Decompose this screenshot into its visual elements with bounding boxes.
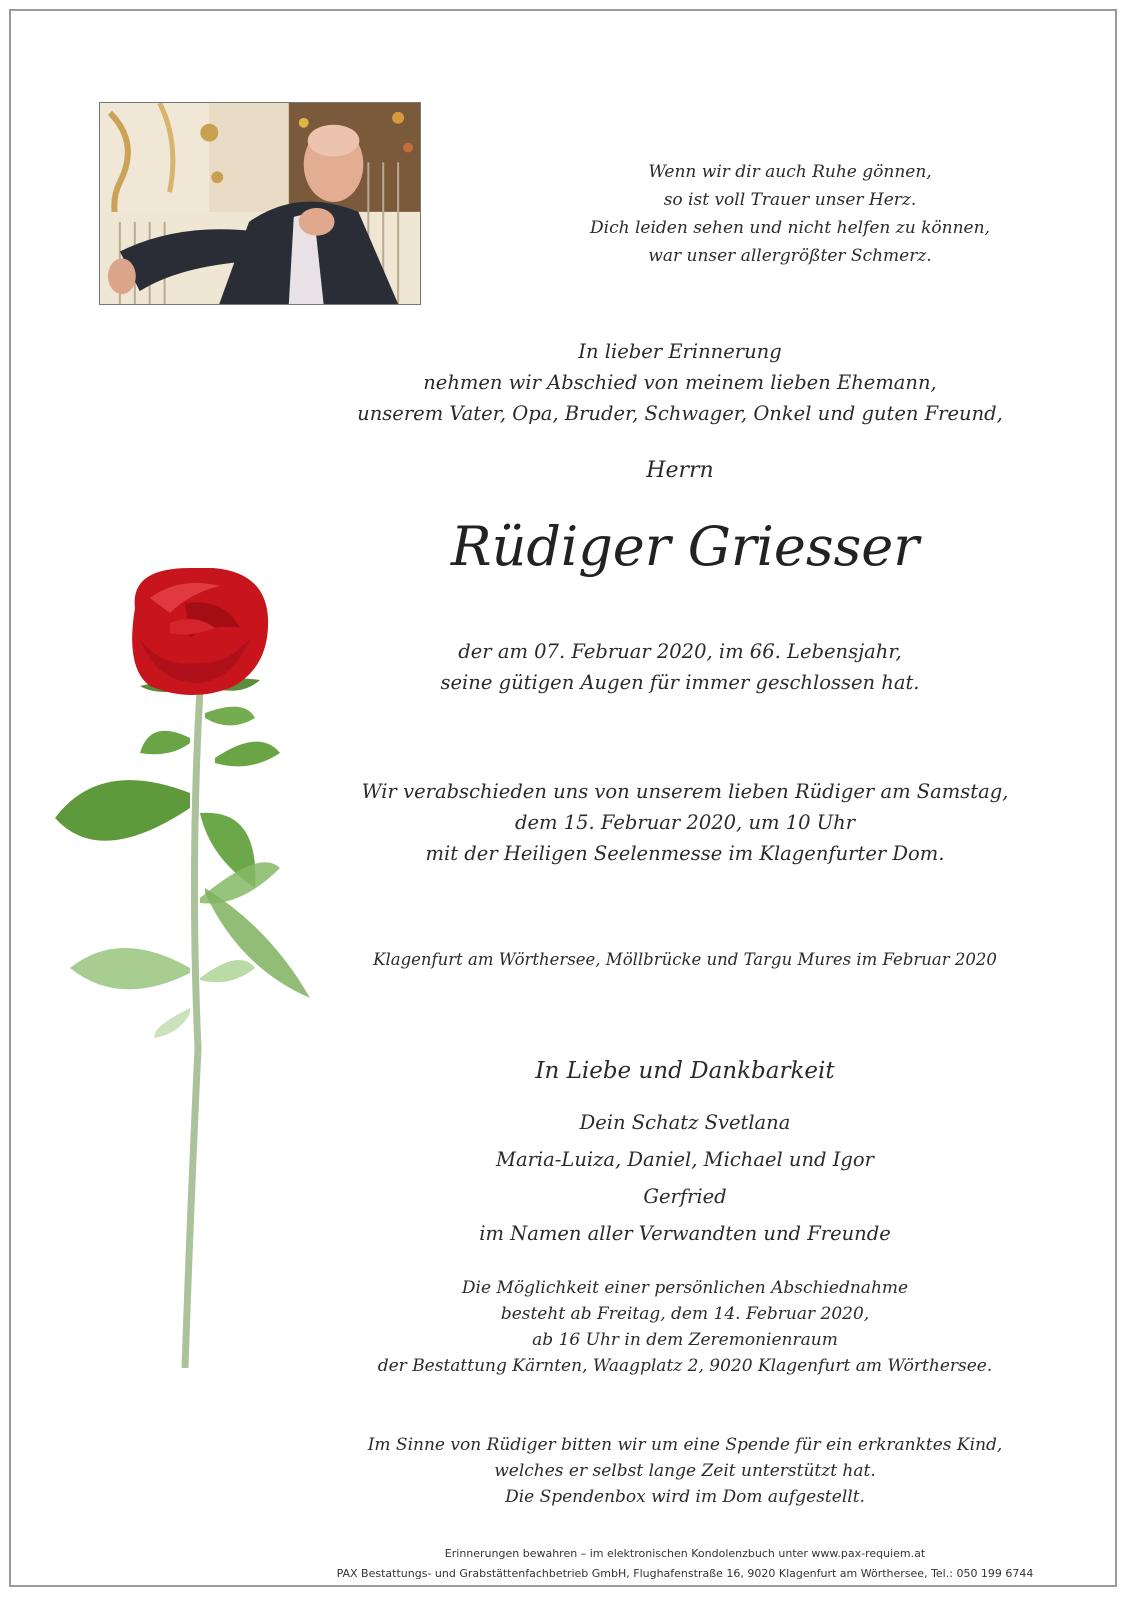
deceased-name: Rüdiger Griesser [450,515,920,578]
service-line: dem 15. Februar 2020, um 10 Uhr [514,811,856,834]
farewell-line: Die Möglichkeit einer persönlichen Abschiednahme [461,1278,909,1298]
poem-line: Wenn wir dir auch Ruhe gönnen, [648,162,932,182]
footer-company-line: PAX Bestattungs- und Grabstättenfachbetrieb GmbH, Flughafenstraße 16, 9020 Klagenfurt am Wörthersee, Tel.: 050 199 6744 [336,1567,1034,1580]
closing-phrase: In Liebe und Dankbarkeit [535,1058,835,1084]
poem-line: war unser allergrößter Schmerz. [648,246,932,266]
donation-line: welches er selbst lange Zeit unterstützt hat. [494,1461,876,1481]
family-list [400,1104,970,1252]
death-notice-line: seine gütigen Augen für immer geschlossen hat. [440,671,920,694]
service-info [300,776,1070,869]
service-line: Wir verabschieden uns von unserem lieben Rüdiger am Samstag, [361,780,1009,803]
family-member: im Namen aller Verwandten und Freunde [479,1222,891,1245]
poem [540,158,1040,270]
footer [250,1544,1120,1584]
service-line: mit der Heiligen Seelenmesse im Klagenfurter Dom. [425,842,945,865]
farewell-info [320,1275,1050,1379]
farewell-line: ab 16 Uhr in dem Zeremonienraum [532,1330,838,1350]
place-date: Klagenfurt am Wörthersee, Möllbrücke und Targu Mures im Februar 2020 [373,950,997,969]
red-rose-illustration [40,568,330,1398]
poem-line: so ist voll Trauer unser Herz. [663,190,917,210]
farewell-line: besteht ab Freitag, dem 14. Februar 2020, [500,1304,870,1324]
footer-condolence-line: Erinnerungen bewahren – im elektronischen Kondolenzbuch unter www.pax-requiem.at [444,1547,926,1560]
poem-line: Dich leiden sehen und nicht helfen zu können, [590,218,990,238]
intro-line: nehmen wir Abschied von meinem lieben Ehemann, [423,371,937,394]
intro-line: In lieber Erinnerung [578,340,782,363]
donation-request [300,1432,1070,1510]
death-notice-line: der am 07. Februar 2020, im 66. Lebensjahr, [458,640,902,663]
intro-line: unserem Vater, Opa, Bruder, Schwager, Onkel und guten Freund, [357,402,1003,425]
family-member: Dein Schatz Svetlana [579,1111,791,1134]
portrait-photo [99,102,421,305]
salutation: Herrn [646,458,714,483]
donation-line: Die Spendenbox wird im Dom aufgestellt. [505,1487,865,1507]
family-member: Gerfried [643,1185,727,1208]
death-notice [360,636,1000,698]
farewell-line: der Bestattung Kärnten, Waagplatz 2, 9020 Klagenfurt am Wörthersee. [377,1356,993,1376]
intro-text [290,336,1070,429]
family-member: Maria-Luiza, Daniel, Michael und Igor [496,1148,874,1171]
donation-line: Im Sinne von Rüdiger bitten wir um eine Spende für ein erkranktes Kind, [367,1435,1003,1455]
